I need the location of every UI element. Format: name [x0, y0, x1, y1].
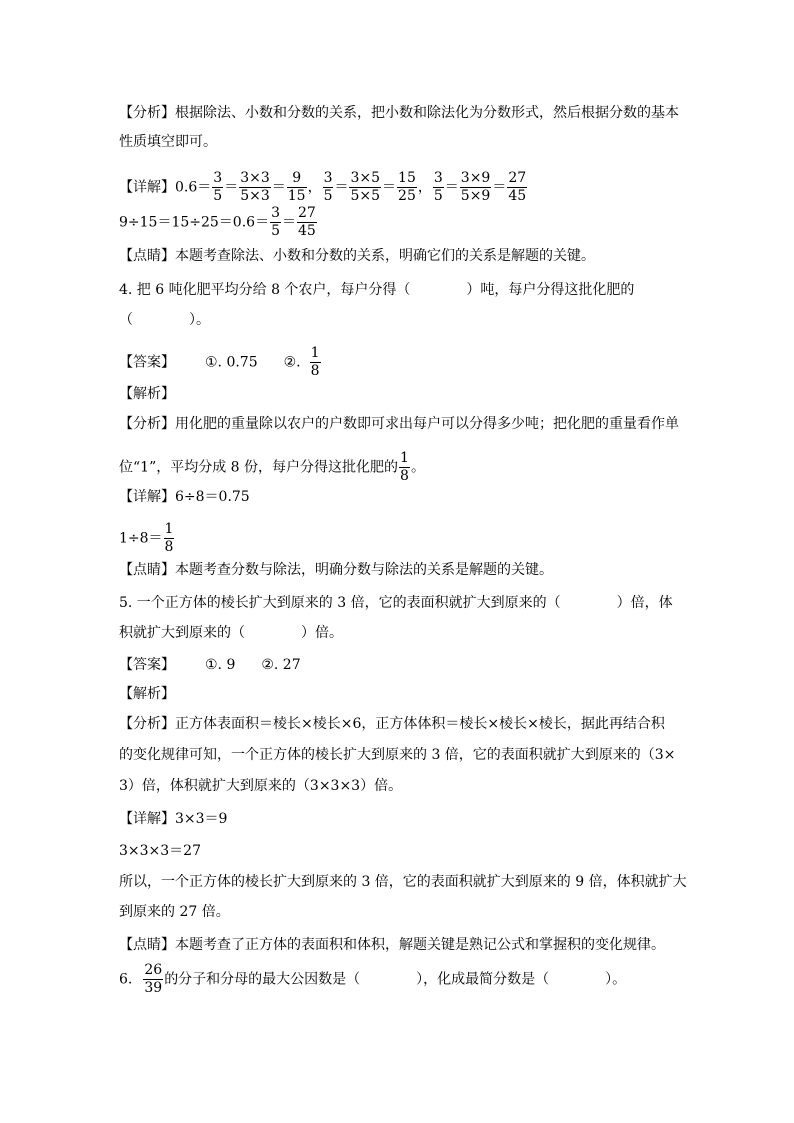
analysis-4-cont: 位“1”，平均分成 8 份，每户分得这批化肥的 $\frac{1}{8}$ 。	[119, 450, 425, 484]
fraction: $\frac{1}{8}$	[310, 345, 320, 379]
detail-5-d: 到原来的 27 倍。	[119, 904, 230, 920]
detail-4: 【详解】6÷8＝0.75	[119, 489, 250, 505]
question-4: 4. 把 6 吨化肥平均分给 8 个农户，每户分得（ ）吨，每户分得这批化肥的	[119, 282, 635, 298]
comment-4: 【点睛】本题考查分数与除法，明确分数与除法的关系是解题的关键。	[119, 562, 553, 578]
analysis-5: 【分析】正方体表面积＝棱长×棱长×6，正方体体积＝棱长×棱长×棱长，据此再结合积	[119, 716, 665, 732]
fraction: $\frac{1}{8}$	[400, 450, 409, 484]
analysis-line: 【分析】根据除法、小数和分数的关系，把小数和除法化为分数形式，然后根据分数的基本	[119, 105, 679, 121]
analysis-line-cont: 性质填空即可。	[119, 134, 217, 150]
fraction: $\frac{9}{15}$	[287, 170, 306, 204]
fraction: $\frac{3}{5}$	[271, 205, 280, 239]
detail-5-b: 3×3×3＝27	[119, 843, 201, 859]
comment-line: 【点睛】本题考查除法、小数和分数的关系，明确它们的关系是解题的关键。	[119, 248, 595, 264]
comment-5: 【点睛】本题考查了正方体的表面积和体积，解题关键是熟记公式和掌握积的变化规律。	[119, 937, 665, 953]
solution-heading: 【解析】	[119, 386, 175, 402]
analysis-4: 【分析】用化肥的重量除以农户的户数即可求出每户可以分得多少吨；把化肥的重量看作单	[119, 416, 679, 432]
detail-5-c: 所以，一个正方体的棱长扩大到原来的 3 倍，它的表面积就扩大到原来的 9 倍，体积就扩大	[119, 874, 687, 890]
question-6: 6. $\frac{26}{39}$ 的分子和分母的最大公因数是（ ），化成最简分数是（ ）。	[119, 962, 627, 996]
answer-5: 【答案】 ①. 9 ②. 27	[119, 657, 301, 673]
fraction: $\frac{3\times 5}{5\times 5}$	[350, 170, 381, 204]
detail-line-division: 9÷15＝15÷25＝0.6＝ $\frac{3}{5}$ ＝ $\frac{27}{45}$	[119, 205, 316, 239]
question-4-cont: （ ）。	[119, 312, 210, 328]
question-5-cont: 积就扩大到原来的（ ）倍。	[119, 625, 343, 641]
analysis-5-cont2: 3）倍，体积就扩大到原来的（3×3×3）倍。	[119, 778, 403, 794]
fraction: $\frac{3}{5}$	[323, 170, 333, 204]
fraction: $\frac{27}{45}$	[298, 205, 316, 239]
detail-line-fractions: 【详解】0.6＝ $\frac{3}{5}$ ＝ $\frac{3\times 3}{5\times 3}$ ＝ $\frac{9}{15}$ ， $\frac{3}{5}$ ＝ $\frac{3\times 5}{5\times 5}$ ＝ $\frac{15}{25}$ ， $\frac{3}{5}$ ＝ $\frac{3\times 9}{5\times 9}$ ＝ $\frac{27}{45}$	[119, 170, 527, 204]
solution-heading: 【解析】	[119, 686, 175, 702]
analysis-5-cont: 的变化规律可知，一个正方体的棱长扩大到原来的 3 倍，它的表面积就扩大到原来的（3×	[119, 747, 676, 763]
fraction: $\frac{3\times 3}{5\times 3}$	[240, 170, 270, 204]
fraction: $\frac{26}{39}$	[144, 962, 163, 996]
fraction: $\frac{3}{5}$	[433, 170, 443, 204]
detail-5: 【详解】3×3＝9	[119, 811, 228, 827]
detail-prefix: 【详解】0.6＝	[119, 179, 212, 196]
detail-4-cont: 1÷8＝ $\frac{1}{8}$	[119, 521, 174, 555]
fraction: $\frac{3\times 9}{5\times 9}$	[460, 170, 491, 204]
fraction: $\frac{15}{25}$	[398, 170, 416, 204]
fraction: $\frac{3}{5}$	[213, 170, 223, 204]
answer-4: 【答案】 ①. 0.75 ②. $\frac{1}{8}$	[119, 345, 320, 379]
fraction: $\frac{27}{45}$	[508, 170, 527, 204]
question-5: 5. 一个正方体的棱长扩大到原来的 3 倍，它的表面积就扩大到原来的（ ）倍，体	[119, 595, 673, 611]
fraction: $\frac{1}{8}$	[164, 521, 174, 555]
